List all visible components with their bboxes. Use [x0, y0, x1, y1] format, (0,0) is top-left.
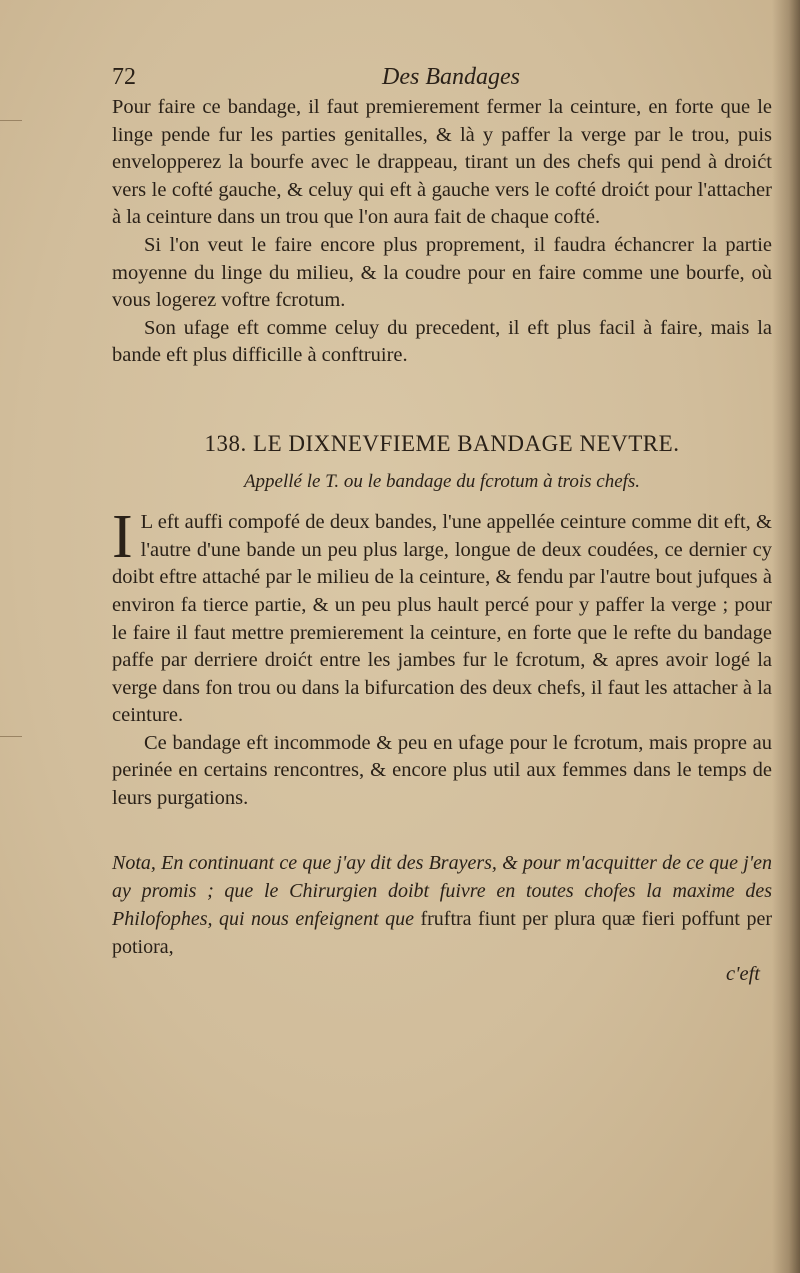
section-spacer [112, 370, 772, 426]
drop-cap: I [112, 503, 133, 572]
page-content [112, 60, 772, 988]
intro-paragraph: Si l'on veut le faire encore plus proprement, il faudra échancrer la partie moyenne du linge du milieu, & la coudre pour en faire comme une bourfe, où vous logerez voftre fcrotum. [112, 233, 772, 312]
margin-mark [0, 120, 22, 121]
catchword: c'eft [726, 962, 760, 985]
section-paragraph [112, 503, 772, 730]
running-title: Des Bandages [382, 64, 520, 90]
nota-italic-text: Nota, En continuant ce que j'ay dit des Brayers, & pour m'acquitter de ce que j'en ay promis ; que le Chirurgien doibt fuivre en toutes chofes la maxime des Philofophes, qui nous enfeignent que [112, 851, 772, 930]
margin-mark [0, 736, 22, 737]
nota-paragraph [112, 849, 772, 961]
running-head [112, 60, 772, 94]
intro-paragraph: Son ufage eft comme celuy du precedent, il eft plus facil à faire, mais la bande eft plus difficille à conftruire. [112, 316, 772, 367]
section-subheading: Appellé le T. ou le bandage du fcrotum à trois chefs. [243, 470, 641, 492]
page-number: 72 [112, 64, 136, 90]
page-edge-shadow [772, 0, 800, 1273]
section-paragraph: Ce bandage eft incommode & peu en ufage pour le fcrotum, mais propre au perinée en certains rencontres, & encore plus util aux femmes dans le temps de leurs purgations. [112, 731, 772, 810]
intro-paragraph: Pour faire ce bandage, il faut premierement fermer la ceinture, en forte que le linge pende fur les parties genitalles, & là y paffer la verge par le trou, puis envelopperez la bourfe avec le drappeau, tirant un des chefs qui pend à droićt vers le cofté gauche, & celuy qui eft à gauche vers le cofté droićt pour l'attacher à la ceinture dans un trou que l'on aura fait de chaque cofté. [112, 96, 772, 229]
nota-latin-text: fruftra fiunt per plura quæ fieri poffunt per potiora, [112, 907, 772, 958]
section-paragraph-text: L eft auffi compofé de deux bandes, l'une appellée ceinture comme dit eft, & l'autre d'une bande un peu plus large, longue de deux coudées, ce dernier cy doibt eftre attaché par le milieu de la ceinture, & fendu par l'autre bout jufques à environ fa tierce partie, & un peu plus hault percé pour y paffer la verge ; pour le faire il faut mettre premierement la ceinture, en forte que le refte du bandage paffe par derriere droićt entre les jambes fur le fcrotum, & apres avoir logé la verge dans fon trou ou dans la bifurcation des deux chefs, il faut les attacher à la ceinture. [112, 511, 772, 727]
section-heading: 138. LE DIXNEVFIEME BANDAGE NEVTRE. [204, 430, 680, 456]
